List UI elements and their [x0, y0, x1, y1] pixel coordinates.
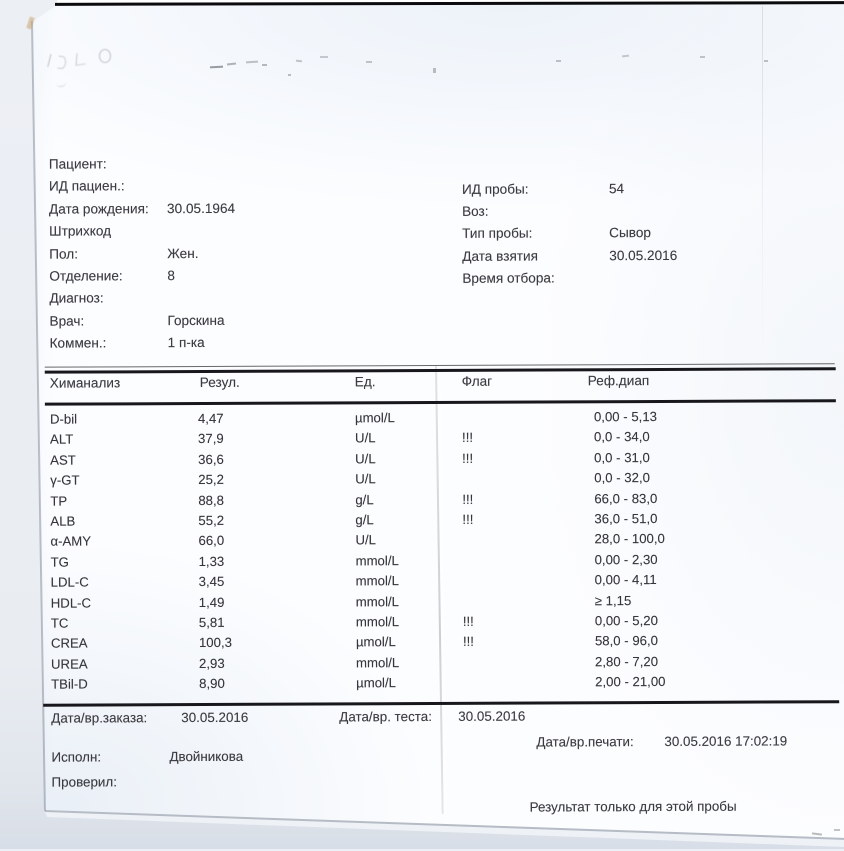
cell-range: 2,80 - 7,20	[594, 653, 659, 669]
table-rule-header-bottom	[45, 399, 836, 405]
cell-unit: mmol/L	[355, 593, 400, 609]
print-date-label: Дата/вр.печати:	[536, 734, 634, 750]
info-label: Отделение:	[49, 268, 123, 284]
cell-analysis: TP	[50, 493, 68, 509]
info-value: Сывор	[609, 225, 651, 241]
cell-analysis: TBil-D	[51, 676, 88, 692]
verified-label: Проверил:	[51, 774, 117, 790]
performer-value: Двойникова	[169, 748, 244, 765]
info-value: 30.05.1964	[166, 200, 236, 216]
cell-range: 28,0 - 100,0	[594, 531, 665, 547]
cell-result: 25,2	[198, 472, 224, 488]
cell-unit: µmol/L	[354, 410, 395, 426]
cell-flag	[462, 417, 594, 418]
order-date-label: Дата/вр.заказа:	[51, 710, 148, 726]
info-label: Дата рождения:	[48, 201, 149, 217]
print-date-value: 30.05.2016 17:02:19	[664, 733, 788, 749]
cell-result: 1,49	[198, 594, 225, 610]
cell-result: 5,81	[198, 614, 225, 630]
results-table	[50, 406, 797, 695]
info-label: Штрихкод	[49, 223, 112, 239]
info-label: Диагноз:	[49, 290, 104, 307]
cell-flag	[463, 560, 595, 561]
cell-unit: mmol/L	[355, 654, 400, 671]
cell-range: ≥ 1,15	[594, 592, 632, 608]
cell-flag	[463, 581, 595, 582]
cell-result: 2,93	[198, 655, 225, 671]
cell-flag	[462, 540, 594, 541]
cell-range: 66,0 - 83,0	[594, 490, 658, 506]
info-row	[49, 152, 449, 176]
info-row	[49, 241, 449, 265]
cell-unit: µmol/L	[356, 675, 396, 691]
cell-result: 4,47	[197, 410, 224, 427]
cell-analysis: CREA	[50, 635, 88, 651]
cell-flag: !!!	[462, 634, 474, 650]
cell-unit: g/L	[355, 512, 374, 528]
cell-unit: U/L	[355, 430, 376, 446]
info-row	[462, 199, 822, 223]
cell-result: 3,45	[198, 574, 225, 590]
cell-unit: U/L	[355, 471, 376, 487]
info-row	[462, 177, 822, 201]
cell-unit: g/L	[355, 491, 374, 507]
info-row	[49, 264, 449, 288]
info-label: Время отбора:	[462, 270, 555, 286]
cell-flag	[463, 683, 595, 684]
cell-unit: U/L	[355, 532, 377, 548]
cell-range: 0,0 - 31,0	[594, 449, 650, 466]
info-row	[49, 309, 449, 333]
cell-unit: U/L	[355, 451, 376, 467]
info-label: Врач:	[49, 313, 85, 329]
cell-flag	[462, 479, 594, 480]
info-label: Пациент:	[48, 156, 107, 172]
info-value: 1 п-ка	[167, 335, 205, 351]
cell-flag: !!!	[462, 511, 474, 527]
cell-analysis: TG	[50, 554, 69, 570]
info-value: Горскина	[167, 312, 225, 328]
cell-analysis: α-AMY	[50, 533, 92, 550]
info-row	[49, 219, 449, 243]
info-row	[49, 174, 449, 198]
cell-result: 1,33	[198, 553, 225, 569]
column-header-analysis: Химанализ	[49, 375, 121, 391]
test-date-value: 30.05.2016	[458, 708, 526, 724]
cell-result: 88,8	[198, 492, 225, 508]
cell-range: 58,0 - 96,0	[594, 633, 659, 649]
cell-analysis: γ-GT	[50, 472, 80, 488]
cell-range: 36,0 - 51,0	[594, 510, 658, 527]
cell-unit: mmol/L	[355, 614, 400, 630]
cell-analysis: LDL-C	[50, 574, 89, 590]
info-value: 30.05.2016	[609, 247, 678, 263]
cell-result: 55,2	[198, 512, 225, 528]
cell-unit: mmol/L	[355, 573, 399, 589]
info-label: ИД пробы:	[461, 181, 529, 197]
column-header-unit: Ед.	[354, 374, 376, 390]
info-row	[462, 266, 822, 290]
cell-analysis: ALB	[50, 513, 76, 529]
cell-flag: !!!	[462, 450, 474, 466]
cell-result: 8,90	[199, 675, 225, 692]
cell-flag: !!!	[462, 613, 474, 629]
info-row	[49, 197, 449, 221]
info-row	[462, 222, 822, 246]
info-value: 54	[608, 181, 625, 197]
cell-flag: !!!	[462, 430, 474, 446]
cell-range: 0,00 - 4,11	[594, 572, 657, 588]
table-rule-bottom	[43, 700, 839, 707]
cell-analysis: AST	[50, 452, 76, 468]
order-date-value: 30.05.2016	[181, 709, 249, 726]
info-label: Коммен.:	[49, 335, 107, 351]
info-row	[50, 331, 450, 355]
cell-analysis: D-bil	[49, 411, 78, 427]
cell-range: 0,00 - 5,13	[593, 409, 658, 425]
cell-result: 37,9	[198, 431, 224, 447]
info-label: Пол:	[49, 246, 79, 262]
patient-info-right	[462, 177, 822, 290]
cell-result: 36,6	[198, 451, 224, 467]
info-row	[49, 286, 449, 310]
info-label: Дата взятия	[462, 248, 539, 264]
cell-analysis: UREA	[50, 656, 88, 672]
cell-range: 0,0 - 34,0	[594, 429, 650, 445]
column-header-result: Резул.	[199, 374, 240, 391]
sample-note: Результат только для этой пробы	[529, 798, 737, 815]
cell-range: 2,00 - 21,00	[595, 674, 666, 690]
info-value: Жен.	[167, 245, 199, 261]
info-label: Тип пробы:	[462, 225, 533, 242]
performer-label: Исполн:	[51, 749, 102, 765]
cell-range: 0,0 - 32,0	[594, 470, 650, 486]
info-value: 8	[167, 268, 175, 284]
cell-result: 66,0	[198, 533, 225, 549]
cell-flag	[463, 662, 595, 663]
cell-analysis: TC	[50, 615, 69, 631]
cell-flag: !!!	[462, 491, 474, 507]
cell-unit: µmol/L	[355, 634, 396, 650]
info-row	[462, 244, 822, 268]
cell-analysis: HDL-C	[50, 594, 92, 611]
info-label: ИД пациен.:	[48, 178, 125, 195]
column-header-flag: Флаг	[461, 373, 493, 389]
cell-range: 0,00 - 2,30	[594, 551, 658, 568]
cell-analysis: ALT	[50, 431, 74, 448]
table-row	[51, 671, 797, 695]
patient-info-left	[49, 152, 450, 355]
cell-range: 0,00 - 5,20	[594, 612, 658, 629]
column-header-range: Реф.диап	[587, 373, 650, 389]
test-date-label: Дата/вр. теста:	[339, 708, 432, 725]
cell-unit: mmol/L	[355, 552, 399, 569]
info-label: Воз:	[462, 203, 489, 220]
results-table-header	[50, 372, 796, 391]
cell-flag	[463, 601, 595, 602]
cell-result: 100,3	[198, 635, 232, 651]
